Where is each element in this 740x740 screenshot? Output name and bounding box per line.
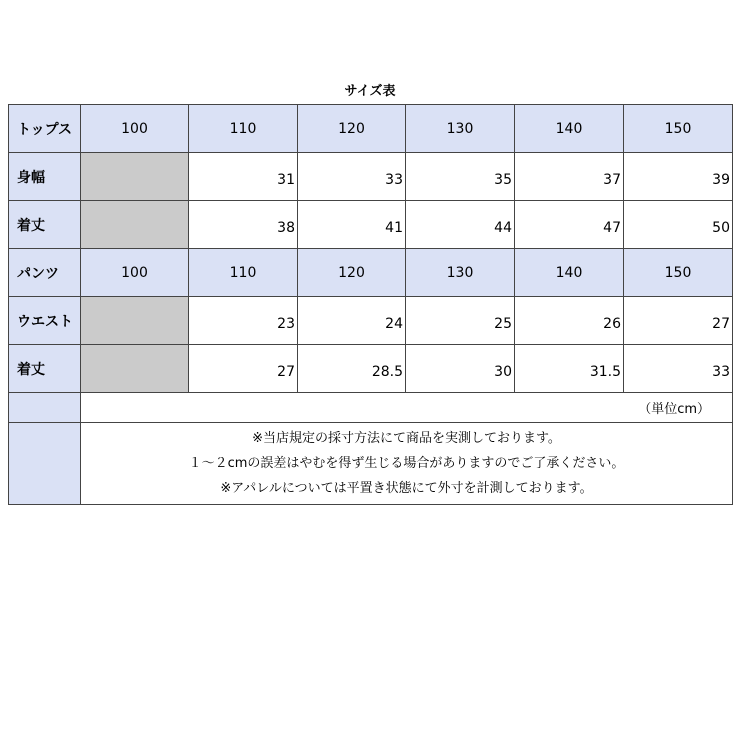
measure-label: 着丈 [9,345,81,393]
value-cell: 30 [406,345,515,393]
value-cell: 33 [624,345,733,393]
note-line: ※アパレルについては平置き状態にて外寸を計測しております。 [220,481,593,496]
value-cell: 23 [189,297,298,345]
tops-header-row [9,105,733,153]
unit-row [9,393,733,423]
tops-label: トップス [9,105,81,153]
measure-label: 身幅 [9,153,81,201]
value-cell: 39 [624,153,733,201]
table-row [9,201,733,249]
size-header-cell: 100 [81,249,189,297]
table-row [9,153,733,201]
value-cell: 44 [406,201,515,249]
measure-label: ウエスト [9,297,81,345]
value-cell: 31 [189,153,298,201]
size-header-cell: 140 [515,105,624,153]
value-cell: 27 [189,345,298,393]
value-cell: 26 [515,297,624,345]
value-cell: 25 [406,297,515,345]
value-cell: 27 [624,297,733,345]
value-cell: 41 [298,201,406,249]
size-header-cell: 130 [406,249,515,297]
notes-cell [81,423,733,505]
blank-header-cell [9,423,81,505]
blank-cell [81,153,189,201]
measure-label: 着丈 [9,201,81,249]
note-line: ※当店規定の採寸方法にて商品を実測しております。 [252,431,561,446]
unit-label: （単位cm） [81,393,733,423]
blank-cell [81,201,189,249]
size-header-cell: 120 [298,105,406,153]
value-cell: 24 [298,297,406,345]
size-header-cell: 130 [406,105,515,153]
value-cell: 37 [515,153,624,201]
value-cell: 28.5 [298,345,406,393]
blank-cell [81,297,189,345]
value-cell: 33 [298,153,406,201]
blank-header-cell [9,393,81,423]
table-row [9,345,733,393]
note-line: １～２cmの誤差はやむを得ず生じる場合がありますのでご了承ください。 [188,456,625,471]
size-header-cell: 140 [515,249,624,297]
size-chart-title: サイズ表 [344,84,396,99]
value-cell: 50 [624,201,733,249]
value-cell: 31.5 [515,345,624,393]
blank-cell [81,345,189,393]
size-table [8,104,733,505]
size-header-cell: 150 [624,105,733,153]
notes-row [9,423,733,505]
size-header-cell: 110 [189,105,298,153]
size-header-cell: 150 [624,249,733,297]
pants-header-row [9,249,733,297]
pants-label: パンツ [9,249,81,297]
size-header-cell: 100 [81,105,189,153]
size-header-cell: 120 [298,249,406,297]
value-cell: 47 [515,201,624,249]
value-cell: 35 [406,153,515,201]
value-cell: 38 [189,201,298,249]
size-header-cell: 110 [189,249,298,297]
table-row [9,297,733,345]
